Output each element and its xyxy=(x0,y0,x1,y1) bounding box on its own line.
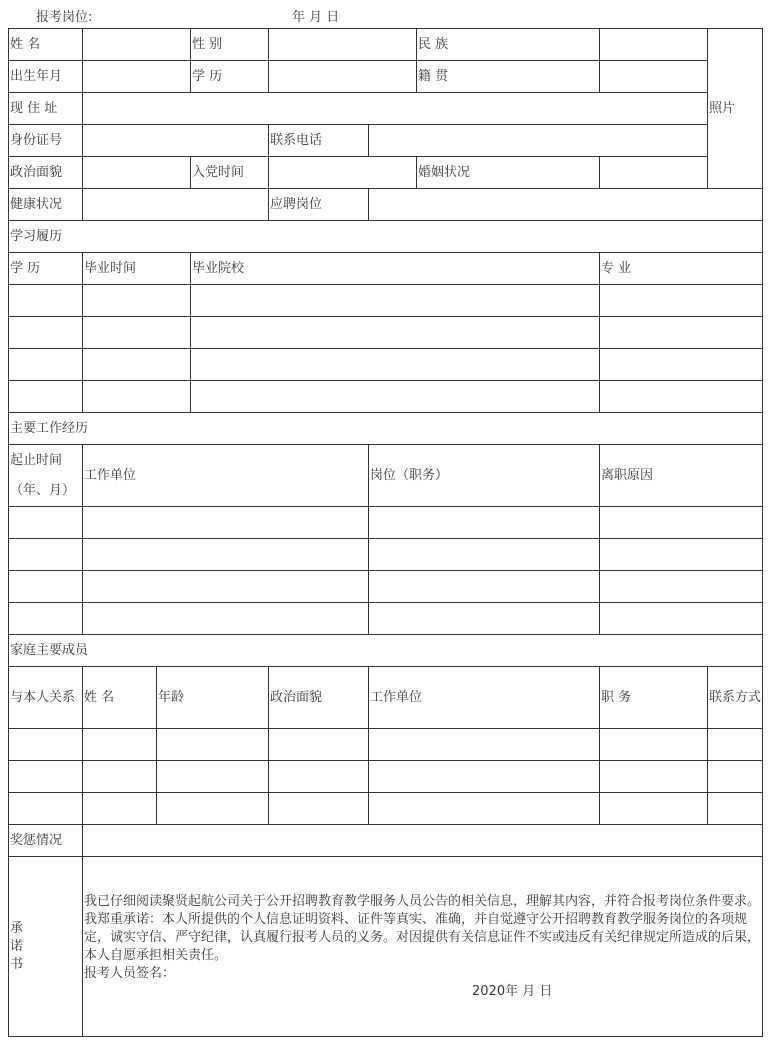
work-cell[interactable] xyxy=(369,603,600,635)
id-number-field[interactable] xyxy=(83,125,269,157)
awards-row xyxy=(9,825,763,857)
family-cell[interactable] xyxy=(157,761,269,793)
name-field[interactable] xyxy=(83,29,191,61)
party-date-label: 入党时间 xyxy=(191,157,269,189)
birth-label: 出生年月 xyxy=(9,61,83,93)
family-title-row xyxy=(9,635,763,667)
work-header-period: 起止时间（年、月） xyxy=(9,445,83,507)
family-row xyxy=(9,793,763,825)
study-header-row xyxy=(9,253,763,285)
family-cell[interactable] xyxy=(9,793,83,825)
id-number-label: 身份证号 xyxy=(9,125,83,157)
study-header-school: 毕业院校 xyxy=(191,253,600,285)
study-cell[interactable] xyxy=(83,381,191,413)
family-cell[interactable] xyxy=(600,761,708,793)
pledge-content xyxy=(83,857,763,1037)
work-cell[interactable] xyxy=(600,603,763,635)
work-row xyxy=(9,507,763,539)
family-header-name: 姓 名 xyxy=(83,667,157,729)
study-header-degree: 学 历 xyxy=(9,253,83,285)
study-cell[interactable] xyxy=(191,381,600,413)
awards-label: 奖惩情况 xyxy=(9,825,83,857)
work-cell[interactable] xyxy=(369,539,600,571)
header-date: 年 月 日 xyxy=(292,10,340,25)
photo-cell[interactable]: 照片 xyxy=(708,29,763,189)
marital-field[interactable] xyxy=(600,157,708,189)
work-cell[interactable] xyxy=(9,539,83,571)
work-header-leave-reason: 离职原因 xyxy=(600,445,763,507)
basic-row-4 xyxy=(9,125,763,157)
pledge-label xyxy=(9,857,83,1037)
study-cell[interactable] xyxy=(600,349,763,381)
study-cell[interactable] xyxy=(191,317,600,349)
political-label: 政治面貌 xyxy=(9,157,83,189)
work-header-employer: 工作单位 xyxy=(83,445,369,507)
work-header-position: 岗位（职务） xyxy=(369,445,600,507)
study-cell[interactable] xyxy=(191,285,600,317)
family-header-contact: 联系方式 xyxy=(708,667,763,729)
phone-field[interactable] xyxy=(369,125,708,157)
family-header-employer: 工作单位 xyxy=(369,667,600,729)
work-cell[interactable] xyxy=(83,603,369,635)
family-cell[interactable] xyxy=(269,761,369,793)
ethnicity-label: 民 族 xyxy=(417,29,600,61)
family-cell[interactable] xyxy=(708,761,763,793)
work-cell[interactable] xyxy=(369,571,600,603)
education-label: 学 历 xyxy=(191,61,269,93)
pledge-label-char: 书 xyxy=(10,956,24,972)
work-title: 主要工作经历 xyxy=(9,413,763,445)
study-cell[interactable] xyxy=(9,381,83,413)
health-label: 健康状况 xyxy=(9,189,83,221)
application-form xyxy=(8,28,763,1037)
study-cell[interactable] xyxy=(9,349,83,381)
work-cell[interactable] xyxy=(9,507,83,539)
gender-field[interactable] xyxy=(269,29,417,61)
pledge-text: 我已仔细阅读聚贤起航公司关于公开招聘教育教学服务人员公告的相关信息，理解其内容，并符合报考岗位条件要求。我郑重承诺：本人所提供的个人信息证明资料、证件等真实、准确，并自觉遵守公开招聘教育教学服务岗位的各项规定，诚实守信、严守纪律，认真履行报考人员的义务。对因提供有关信息证件不实或违反有关纪律规定所造成的后果，本人自愿承担相关责任。 xyxy=(84,893,761,963)
work-cell[interactable] xyxy=(9,603,83,635)
work-cell[interactable] xyxy=(83,507,369,539)
name-label: 姓 名 xyxy=(9,29,83,61)
work-cell[interactable] xyxy=(600,539,763,571)
work-row xyxy=(9,603,763,635)
family-header-age: 年龄 xyxy=(157,667,269,729)
party-date-field[interactable] xyxy=(269,157,417,189)
family-cell[interactable] xyxy=(369,793,600,825)
study-header-major: 专 业 xyxy=(600,253,763,285)
signature-label: 报考人员签名： xyxy=(84,965,176,981)
work-row xyxy=(9,539,763,571)
family-cell[interactable] xyxy=(369,761,600,793)
work-row xyxy=(9,571,763,603)
study-cell[interactable] xyxy=(83,317,191,349)
family-cell[interactable] xyxy=(600,793,708,825)
applied-position-label: 应聘岗位 xyxy=(269,189,369,221)
study-header-graduation-date: 毕业时间 xyxy=(83,253,191,285)
health-field[interactable] xyxy=(83,189,269,221)
family-cell[interactable] xyxy=(83,729,157,761)
family-cell[interactable] xyxy=(708,793,763,825)
family-header-political: 政治面貌 xyxy=(269,667,369,729)
native-place-field[interactable] xyxy=(600,61,708,93)
study-cell[interactable] xyxy=(600,285,763,317)
family-row xyxy=(9,761,763,793)
study-title: 学习履历 xyxy=(9,221,763,253)
family-cell[interactable] xyxy=(9,729,83,761)
study-cell[interactable] xyxy=(83,285,191,317)
political-field[interactable] xyxy=(83,157,191,189)
family-header-title: 职 务 xyxy=(600,667,708,729)
study-cell[interactable] xyxy=(600,317,763,349)
study-cell[interactable] xyxy=(9,285,83,317)
marital-label: 婚姻状况 xyxy=(417,157,600,189)
study-row xyxy=(9,317,763,349)
gender-label: 性 别 xyxy=(191,29,269,61)
family-cell[interactable] xyxy=(83,761,157,793)
family-title: 家庭主要成员 xyxy=(9,635,763,667)
work-cell[interactable] xyxy=(369,507,600,539)
family-cell[interactable] xyxy=(157,793,269,825)
study-row xyxy=(9,285,763,317)
pledge-date: 2020年 月 日 xyxy=(472,983,553,999)
birth-field[interactable] xyxy=(83,61,191,93)
work-cell[interactable] xyxy=(600,571,763,603)
study-row xyxy=(9,349,763,381)
awards-field[interactable] xyxy=(83,825,763,857)
pledge-row xyxy=(9,857,763,1037)
work-cell[interactable] xyxy=(83,571,369,603)
applied-position-field[interactable] xyxy=(369,189,763,221)
basic-row-2 xyxy=(9,61,763,93)
family-cell[interactable] xyxy=(157,729,269,761)
pledge-label-char: 承 xyxy=(10,920,24,936)
address-label: 现 住 址 xyxy=(9,93,83,125)
education-field[interactable] xyxy=(269,61,417,93)
family-cell[interactable] xyxy=(600,729,708,761)
position-label: 报考岗位: xyxy=(36,10,93,25)
family-cell[interactable] xyxy=(369,729,600,761)
family-cell[interactable] xyxy=(83,793,157,825)
ethnicity-field[interactable] xyxy=(600,29,708,61)
study-row xyxy=(9,381,763,413)
study-cell[interactable] xyxy=(191,349,600,381)
pledge-label-char: 诺 xyxy=(10,938,24,954)
family-header-row xyxy=(9,667,763,729)
study-title-row xyxy=(9,221,763,253)
study-cell[interactable] xyxy=(83,349,191,381)
work-cell[interactable] xyxy=(9,571,83,603)
phone-label: 联系电话 xyxy=(269,125,369,157)
study-cell[interactable] xyxy=(600,381,763,413)
address-field[interactable] xyxy=(83,93,708,125)
family-cell[interactable] xyxy=(269,729,369,761)
family-row xyxy=(9,729,763,761)
family-cell[interactable] xyxy=(9,761,83,793)
basic-row-6 xyxy=(9,189,763,221)
basic-row-5 xyxy=(9,157,763,189)
work-cell[interactable] xyxy=(600,507,763,539)
family-cell[interactable] xyxy=(708,729,763,761)
study-cell[interactable] xyxy=(9,317,83,349)
work-title-row xyxy=(9,413,763,445)
work-cell[interactable] xyxy=(83,539,369,571)
native-place-label: 籍 贯 xyxy=(417,61,600,93)
work-header-row xyxy=(9,445,763,507)
family-header-relation: 与本人关系 xyxy=(9,667,83,729)
basic-row-1 xyxy=(9,29,763,61)
family-cell[interactable] xyxy=(269,793,369,825)
basic-row-3 xyxy=(9,93,763,125)
